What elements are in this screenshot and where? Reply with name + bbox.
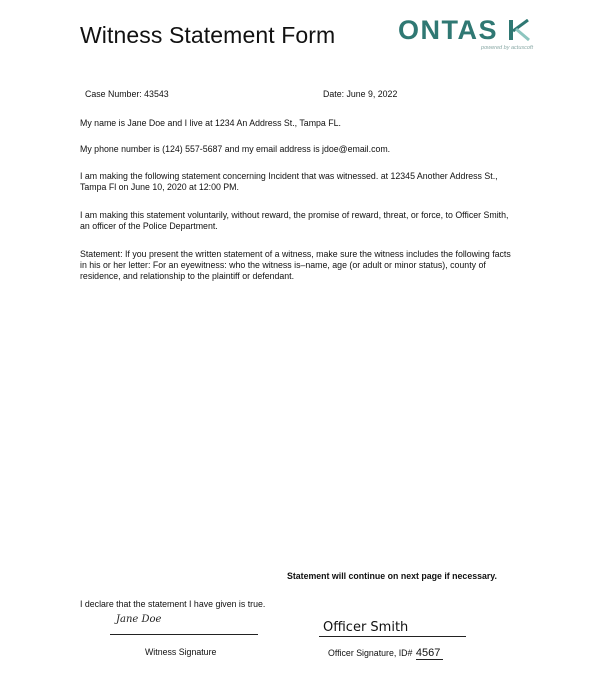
witness-signature-line: [110, 634, 258, 635]
page-title: Witness Statement Form: [80, 22, 336, 48]
officer-signature-value: Officer Smith: [323, 620, 409, 635]
paragraph-identity: My name is Jane Doe and I live at 1234 An Address St., Tampa FL.: [80, 118, 341, 128]
officer-signature-label-group: [328, 647, 443, 660]
logo-wordmark: ONTAS: [398, 15, 498, 45]
statement-date: Date: June 9, 2022: [323, 89, 398, 99]
logo-k-icon: [508, 19, 530, 41]
case-number: Case Number: 43543: [85, 89, 169, 99]
paragraph-incident: I am making the following statement concerning Incident that was witnessed. at 12345 Another Address St., Tampa Fl on June 10, 2020 at 12:00 PM.: [80, 171, 498, 192]
ontask-logo: [398, 14, 533, 60]
witness-signature-label: Witness Signature: [145, 647, 217, 657]
logo-tagline: powered by actuscoft: [481, 45, 533, 51]
officer-signature-line: [319, 636, 466, 637]
officer-signature-label: Officer Signature, ID#: [328, 648, 413, 658]
continue-note: Statement will continue on next page if necessary.: [286, 571, 497, 581]
officer-id-value: 4567: [416, 647, 443, 660]
paragraph-statement: Statement: If you present the written statement of a witness, make sure the witness includes the following facts in his or her letter: For an eyewitness: who the witness is–name, age (or adult or minor status), county of residence, and relationship to the plaintiff or defendant.: [80, 249, 511, 281]
declaration-text: I declare that the statement I have given is true.: [80, 599, 266, 609]
paragraph-contact: My phone number is (124) 557-5687 and my email address is jdoe@email.com.: [80, 144, 391, 154]
paragraph-voluntary: I am making this statement voluntarily, without reward, the promise of reward, threat, or force, to Officer Smith, an officer of the Police Department.: [80, 210, 509, 231]
witness-signature-value: Jane Doe: [116, 614, 162, 625]
